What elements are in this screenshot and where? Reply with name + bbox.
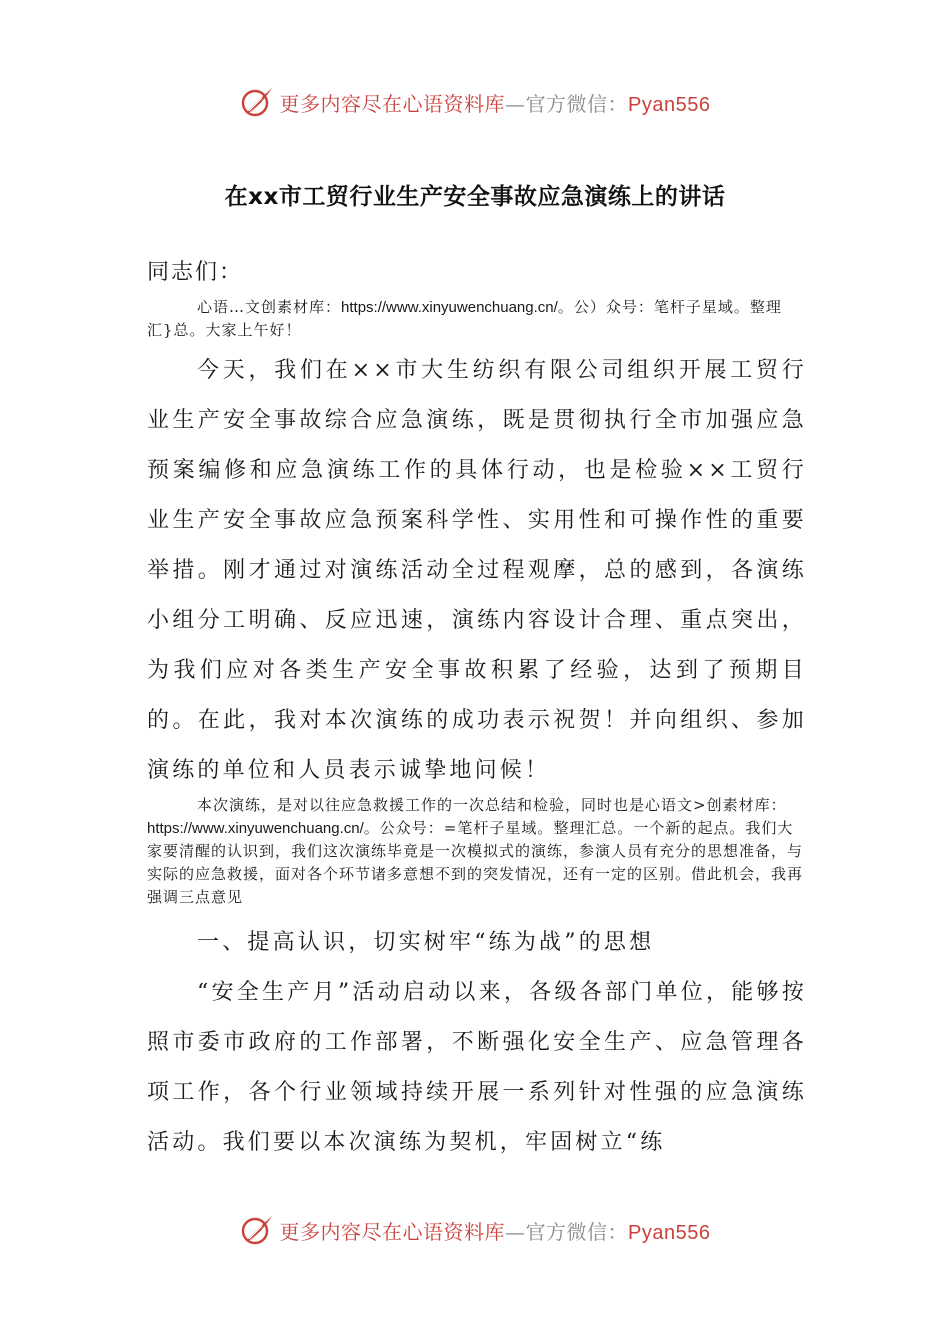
para2-text: “安全生产月”活动启动以来，各级各部门单位，能够按照市委市政府的工作部署，不断强化安全生产、应急管理各项工作，各个行业领域持续开展一系列针对性强的应急演练活动。我们要以本次演练为契机，牢固树立“练 (147, 980, 807, 1155)
banner-wechat-label: 官方微信： (525, 1219, 629, 1244)
note-paragraph-1 (147, 296, 807, 342)
salutation: 同志们： (147, 260, 244, 285)
banner-brand: 更多内容尽在心语资料库 (279, 91, 506, 116)
banner-wechat-id: Pyan556 (628, 1221, 711, 1244)
footer-banner (0, 1210, 950, 1250)
note1-url: https://www.xinyuwenchuang.cn/ (341, 299, 558, 316)
body-paragraph-1 (147, 346, 807, 796)
quill-logo-icon (240, 1213, 274, 1247)
banner-wechat-label: 官方微信： (525, 91, 629, 116)
banner-dash: — (505, 91, 526, 116)
document-title: 在xx市工贸行业生产安全事故应急演练上的讲话 (224, 184, 726, 210)
banner-text (280, 88, 711, 117)
para1-text: 今天，我们在××市大生纺织有限公司组织开展工贸行业生产安全事故综合应急演练，既是贯彻执行全市加强应急预案编修和应急演练工作的具体行动，也是检验××工贸行业生产安全事故应急预案科学性、实用性和可操作性的重要举措。刚才通过对演练活动全过程观摩，总的感到，各演练小组分工明确、反应迅速，演练内容设计合理、重点突出，为我们应对各类生产安全事故积累了经验，达到了预期目的。在此，我对本次演练的成功表示祝贺！并向组织、参加演练的单位和人员表示诚挚地问候！ (147, 358, 807, 783)
note1-prefix: 心语…文创素材库： (197, 298, 342, 316)
quill-logo-icon (240, 85, 274, 119)
banner-wechat-id: Pyan556 (628, 93, 711, 116)
banner-brand: 更多内容尽在心语资料库 (279, 1219, 506, 1244)
note2-url: https://www.xinyuwenchuang.cn/ (147, 820, 364, 837)
note1-suffix: 。公）众号：笔杆子星域。整理汇}总。大家上午好！ (147, 298, 782, 339)
section-heading-1 (147, 918, 807, 968)
heading1-text: 一、提高认识，切实树牢“练为战”的思想 (197, 930, 655, 955)
note2-suffix: 。公众号：=笔杆子星域。整理汇总。一个新的起点。我们大家要清醒的认识到，我们这次演练毕竟是一次模拟式的演练，参演人员有充分的思想准备，与实际的应急救援，面对各个环节诸多意想不到的突发情况，还有一定的区别。借此机会，我再强调三点意见 (147, 819, 804, 906)
note-paragraph-2 (147, 794, 807, 909)
banner-text (280, 1216, 711, 1245)
note2-prefix: 本次演练，是对以往应急救援工作的一次总结和检验，同时也是心语文>创素材库： (197, 796, 787, 814)
header-banner (0, 82, 950, 122)
banner-dash: — (505, 1219, 526, 1244)
body-paragraph-2 (147, 968, 807, 1168)
